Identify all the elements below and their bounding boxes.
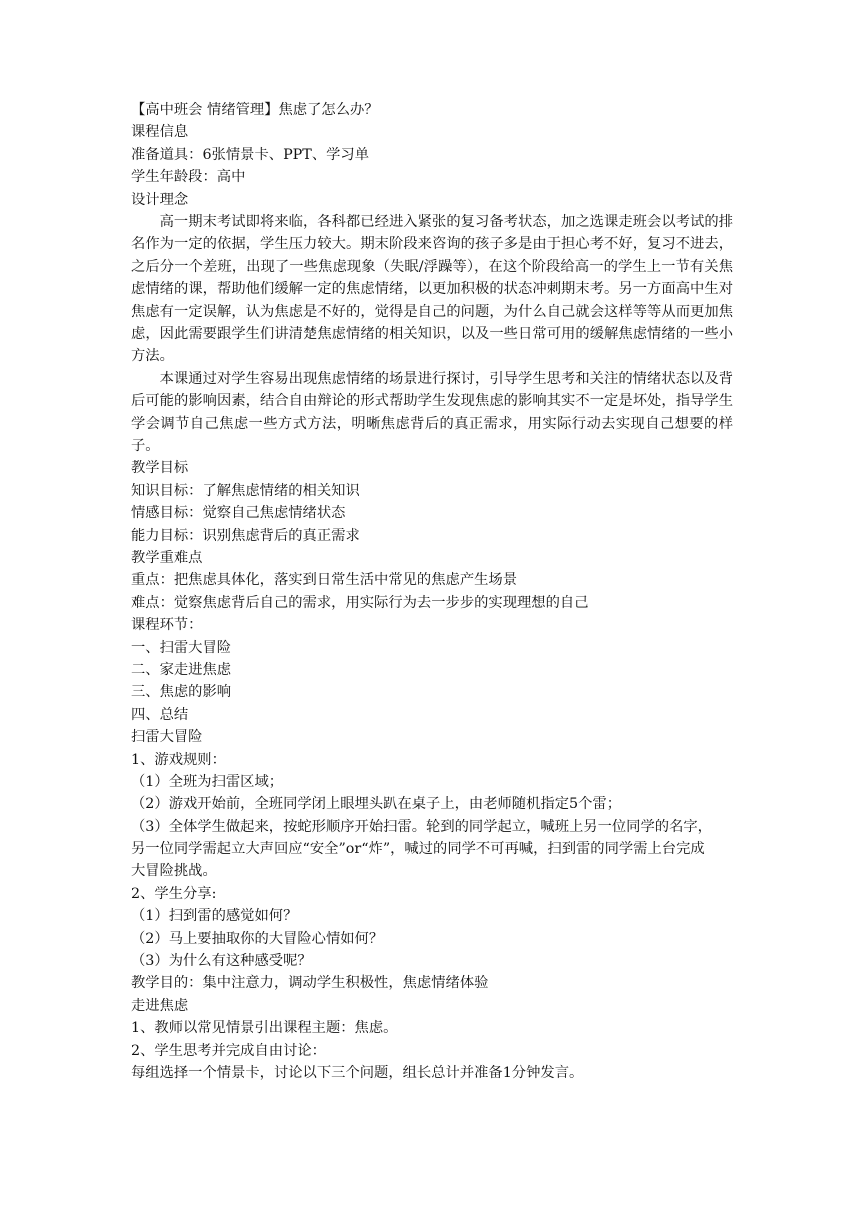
into-item: 每组选择一个情景卡，讨论以下三个问题，组长总计并准备1分钟发言。 [131,1064,584,1081]
into-item: 2、学生思考并完成自由讨论： [131,1042,326,1059]
age-line: 学生年龄段：高中 [131,169,246,186]
section-item: 三、焦虑的影响 [131,684,232,701]
goal-emotion: 情感目标：觉察自己焦虑情绪状态 [131,505,346,522]
document-title: 【高中班会 情绪管理】焦虑了怎么办？ [131,102,379,118]
design-paragraph-1: 高一期末考试即将来临，各科都已经进入紧张的复习备考状态，加之选课走班会以考试的排名作为一定的依据，学生压力较大。期末阶段来咨询的孩子多是由于担心考不好，复习不进去，之后分一个差班，出现了一些焦虑现象（失眠/浮躁等），在这个阶段给高一的学生上一节有关焦虑情绪的课，帮助他们缓解一定的焦虑情绪，以更加积极的状态冲刺期末考。另一方面高中生对焦虑有一定误解，认为焦虑是不好的，觉得是自己的问题，为什么自己就会这样等等从而更加焦虑，因此需要跟学生们讲清楚焦虑情绪的相关知识，以及一些日常可用的缓解焦虑情绪的一些小方法。 [131,213,733,365]
game-heading: 扫雷大冒险 [131,729,203,746]
section-item: 二、家走进焦虑 [131,661,232,678]
difficult-point: 难点：觉察焦虑背后自己的需求，用实际行为去一步步的实现理想的自己 [131,594,589,611]
share-item: （3）为什么有这种感受呢？ [131,953,312,970]
goal-ability: 能力目标：识别焦虑背后的真正需求 [131,527,360,544]
goal-knowledge: 知识目标：了解焦虑情绪的相关知识 [131,482,360,499]
rule-item: （3）全体学生做起来，按蛇形顺序开始扫雷。轮到的同学起立，喊班上另一位同学的名字， [131,818,712,835]
rule-item: （1）全班为扫雷区域； [131,773,284,790]
props-line: 准备道具：6张情景卡、PPT、学习单 [131,146,370,163]
share-item: （2）马上要抽取你的大冒险心情如何？ [131,930,384,947]
into-heading: 走进焦虑 [131,997,189,1014]
share-heading: 2、学生分享: [131,885,217,902]
rules-heading: 1、游戏规则： [131,751,226,768]
share-item: （1）扫到雷的感觉如何？ [131,908,298,925]
key-point: 重点：把焦虑具体化，落实到日常生活中常见的焦虑产生场景 [131,572,518,589]
design-paragraph-2: 本课通过对学生容易出现焦虑情绪的场景进行探讨，引导学生思考和关注的情绪状态以及背 后可能的影响因素，结合自由辩论的形式帮助学生发现焦虑的影响其实不一定是坏处，指导学生学会调节自己焦虑一些方式方法，明晰焦虑背后的真正需求，用实际行动去实现自己想要的样子。 [131,370,733,455]
rule-item-continued: 大冒险挑战。 [131,863,217,880]
section-item: 四、总结 [131,706,189,723]
rule-item-continued: 另一位同学需起立大声回应“安全”or“炸”，喊过的同学不可再喊，扫到雷的同学需上台完成 [131,841,705,858]
course-info-heading: 课程信息 [131,124,189,141]
into-item: 1、教师以常见情景引出课程主题：焦虑。 [131,1020,398,1037]
game-purpose: 教学目的：集中注意力，调动学生积极性，焦虑情绪体验 [131,975,489,992]
rule-item: （2）游戏开始前，全班同学闭上眼埋头趴在桌子上，由老师随机指定5个雷； [131,796,621,813]
sections-heading: 课程环节： [131,617,203,634]
keypoints-heading: 教学重难点 [131,549,203,566]
section-item: 一、扫雷大冒险 [131,639,232,656]
document-page [131,99,733,1084]
goals-heading: 教学目标 [131,460,189,477]
design-heading: 设计理念 [131,191,189,208]
